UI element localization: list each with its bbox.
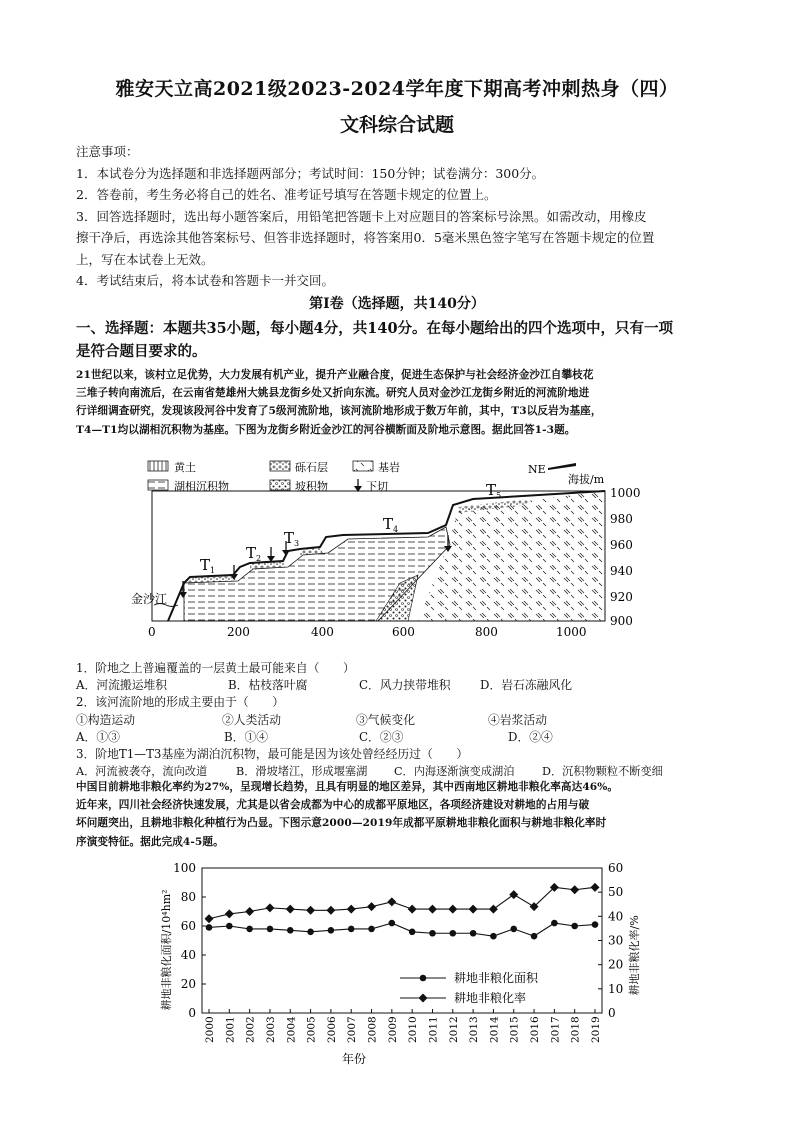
data-point [367, 902, 376, 911]
material-line: 行详细调查研究，发现该段河谷中发育了5级河流阶地，该河流阶地形成于数万年前，其中，T3以反岩为基座， [76, 405, 602, 418]
exam-subtitle: 文科综合试题 [339, 114, 454, 136]
farmland-non-grain-chart [150, 858, 650, 1068]
y-axis [610, 486, 641, 628]
x-tick-label: 2011 [427, 1016, 440, 1043]
x-tick-label: 800 [475, 625, 498, 639]
y-tick-label: 1000 [610, 486, 641, 500]
y-tick-label: 40 [180, 948, 196, 962]
data-point [509, 890, 518, 899]
x-tick-label: 2015 [508, 1016, 521, 1043]
data-point [265, 903, 274, 912]
down-cutting-arrow-icon [354, 479, 362, 492]
data-point [326, 906, 335, 915]
question-stem: 1．阶地之上普遍覆盖的一层黄土最可能来自（ ） [76, 661, 355, 675]
material-line: 序演变特征。据此完成4-5题。 [76, 835, 224, 848]
legend-marker [420, 975, 427, 982]
x-tick-label: 2012 [447, 1016, 460, 1043]
data-point [225, 909, 234, 918]
legend-marker [419, 994, 428, 1003]
x-tick-label: 2001 [224, 1016, 237, 1043]
x-tick-label: 2018 [569, 1016, 582, 1043]
material-line: 中国目前耕地非粮化率约为27%，呈现增长趋势，且具有明显的地区差异，其中西南地区耕地非粮化率高达46%。 [76, 781, 619, 793]
legend-gravel-label: 砾石层 [295, 461, 328, 474]
option[interactable]: A．河流被袭夺，流向改道 [76, 765, 208, 779]
legend-loess-label: 黄土 [174, 461, 196, 474]
legend-lake-label: 湖相沉积物 [174, 480, 229, 493]
notice-item: 上，写在本试卷上无效。 [76, 251, 214, 267]
x-tick-label: 2000 [204, 1016, 216, 1043]
material-2 [76, 778, 722, 851]
y2-tick-label: 40 [608, 909, 624, 924]
question-stem: 3．阶地T1—T3基座为湖泊沉积物，最可能是因为该处曾经经历过（ ） [76, 746, 469, 761]
y2-tick-label: 50 [608, 885, 624, 900]
series-line [209, 887, 595, 918]
figure-legend [148, 460, 400, 493]
material-1 [76, 366, 722, 439]
y-tick-label: 960 [610, 538, 633, 552]
question-options [76, 729, 736, 746]
x-tick-label: 0 [148, 625, 156, 639]
option[interactable]: D．岩石冻融风化 [480, 678, 573, 693]
exam-title: 雅安天立高2021级2023-2024学年度下期高考冲刺热身（四） [115, 78, 679, 100]
data-point [510, 926, 517, 933]
data-point [489, 905, 498, 914]
y2-axis-title: 耕地非粮化率/% [628, 915, 641, 996]
data-point [408, 905, 417, 914]
questions-1-3 [76, 660, 736, 780]
option[interactable]: D．沉积物颗粒不断变细 [542, 765, 663, 779]
data-point [429, 930, 436, 937]
data-point [307, 929, 314, 936]
terrace-label-t5: $T_5$ [486, 481, 502, 500]
chart-series [205, 883, 600, 940]
x-tick-label: 2008 [366, 1016, 379, 1043]
chart-frame [202, 868, 602, 1013]
data-point [368, 926, 375, 933]
item: ②人类活动 [222, 712, 281, 727]
data-point [206, 924, 213, 931]
data-point [347, 905, 356, 914]
material-line: 21世纪以来，该村立足优势，大力发展有机产业，提升产业融合度，促进生态保护与社会经济金沙江自攀枝花 [76, 369, 594, 381]
y-tick-label: 80 [180, 890, 196, 904]
x-axis-title: 年份 [342, 1052, 367, 1066]
x-tick-label: 400 [311, 625, 334, 639]
x-tick-label: 2007 [346, 1016, 359, 1043]
y-axis-title: 耕地非粮化面积/10⁴hm² [160, 889, 173, 1011]
x-tick-label: 2006 [325, 1016, 338, 1043]
x-tick-label: 2016 [529, 1016, 542, 1043]
data-point [226, 923, 233, 930]
legend-label: 耕地非粮化面积 [454, 971, 539, 985]
terrace-label-t4: $T_4$ [383, 515, 399, 534]
option[interactable]: C．②③ [359, 729, 404, 744]
data-point [287, 927, 294, 934]
chart-axes [159, 861, 641, 1066]
downcut-arrow-icon [267, 547, 275, 562]
legend-colluvium-label: 坡积物 [295, 480, 328, 493]
data-point [267, 926, 274, 933]
x-axis [148, 625, 587, 639]
data-point [592, 921, 599, 928]
data-point [551, 920, 558, 927]
x-tick-label: 2014 [488, 1016, 501, 1043]
option[interactable]: B．滑坡堵江，形成堰塞湖 [236, 765, 368, 779]
y-tick-label: 20 [180, 977, 196, 991]
notice-heading: 注意事项： [76, 144, 139, 159]
x-tick-label: 1000 [556, 625, 587, 639]
data-point [246, 926, 253, 933]
section-heading: 第Ⅰ卷（选择题，共140分） [309, 296, 485, 312]
y-tick-label: 900 [610, 614, 633, 628]
notice-item: 4．考试结束后，将本试卷和答题卡一并交回。 [76, 273, 334, 288]
data-point [409, 929, 416, 936]
notice-item: 3．回答选择题时，选出每小题答案后，用铅笔把答题卡上对应题目的答案标号涂黑。如需改动，用橡皮 [76, 208, 647, 224]
data-point [328, 927, 335, 934]
option[interactable]: C．内海逐渐演变成湖泊 [394, 765, 515, 779]
item: ③气候变化 [356, 712, 415, 727]
question-items [76, 712, 736, 729]
data-point [571, 923, 578, 930]
terrace-cross-section-figure [128, 455, 668, 645]
data-point [389, 920, 396, 927]
legend-downcut-label: 下切 [366, 480, 388, 493]
data-point [469, 905, 478, 914]
item: ①构造运动 [76, 712, 135, 727]
y2-tick-label: 20 [608, 957, 624, 972]
notice-item: 2．答卷前，考生务必将自己的姓名、准考证号填写在答题卡规定的位置上。 [76, 187, 497, 202]
x-tick-label: 2013 [468, 1016, 481, 1043]
plot-frame [202, 868, 602, 1013]
data-point [570, 885, 579, 894]
data-point [428, 905, 437, 914]
notice-item: 1．本试卷分为选择题和非选择题两部分；考试时间：150分钟；试卷满分：300分。 [76, 165, 545, 181]
x-tick-label: 2003 [264, 1016, 277, 1043]
data-point [531, 933, 538, 940]
terrace-label-t3: $T_3$ [284, 529, 300, 548]
legend-loess-swatch [148, 461, 168, 471]
y-tick-label: 0 [188, 1006, 196, 1020]
section-instruction [76, 317, 726, 363]
data-point [449, 930, 456, 937]
y2-tick-label: 30 [608, 933, 624, 948]
x-tick-label: 200 [227, 625, 250, 639]
y-tick-label: 940 [610, 564, 633, 578]
question-options [76, 677, 736, 694]
legend-lake-swatch [148, 480, 168, 490]
chart-legend [400, 970, 539, 1005]
x-tick-label: 2002 [244, 1016, 257, 1043]
y2-tick-label: 0 [608, 1006, 616, 1020]
y2-tick-label: 10 [608, 981, 624, 996]
legend-colluvium-swatch [270, 480, 290, 490]
y2-tick-label: 60 [608, 861, 624, 875]
option[interactable]: B．枯枝落叶腐 [228, 678, 308, 693]
x-tick-label: 2004 [285, 1016, 298, 1043]
y-tick-label: 60 [180, 919, 196, 933]
material-line: T4—T1均以湖相沉积物为基座。下图为龙街乡附近金沙江的河谷横断面及阶地示意图。据此回答1-3题。 [76, 423, 576, 436]
x-tick-label: 2017 [549, 1016, 562, 1043]
y-tick-label: 100 [173, 861, 196, 875]
direction-arrow-icon [548, 463, 576, 470]
option[interactable]: A．河流搬运堆积 [76, 678, 168, 693]
x-tick-label: 2005 [305, 1016, 318, 1043]
notice-block [76, 141, 722, 292]
data-point [448, 905, 457, 914]
x-tick-label: 2009 [386, 1016, 399, 1043]
option[interactable]: A．①③ [76, 729, 120, 744]
y-tick-label: 920 [610, 590, 633, 604]
x-tick-label: 2010 [407, 1016, 420, 1043]
data-point [490, 933, 497, 940]
direction-label: NE [528, 463, 546, 476]
bedrock-region [418, 491, 605, 621]
river-label: 金沙江 [131, 592, 168, 606]
legend-bedrock-label: 基岩 [378, 461, 400, 474]
data-point [470, 930, 477, 937]
question-stem: 2．该河流阶地的形成主要由于（ ） [76, 695, 285, 710]
instruction-line: 一、选择题：本题共35小题，每小题4分，共140分。在每小题给出的四个选项中，只有一项 [76, 320, 674, 337]
notice-item: 擦干净后，再选涂其他答案标号、但答非选择题时，将答案用0．5毫米黑色签字笔写在答题卡规定的位置 [76, 230, 655, 245]
option[interactable]: C．风力挟带堆积 [359, 678, 451, 693]
material-line: 近年来，四川社会经济快速发展，尤其是以省会成都为中心的成都平原地区，各项经济建设对耕地的占用与破 [76, 799, 590, 812]
data-point [205, 914, 214, 923]
legend-label: 耕地非粮化率 [454, 991, 527, 1005]
data-point [306, 906, 315, 915]
data-point [387, 897, 396, 906]
option[interactable]: B．①④ [224, 729, 269, 744]
x-tick-label: 2019 [590, 1016, 602, 1043]
x-tick-label: 600 [392, 625, 415, 639]
data-point [245, 907, 254, 916]
material-line: 坏问题突出，且耕地非粮化种植行为凸显。下图示意2000—2019年成都平原耕地非粮化面积与耕地非粮化率时 [76, 817, 607, 830]
legend-gravel-swatch [270, 461, 290, 471]
elevation-axis-label: 海拔/m [568, 473, 605, 486]
data-point [286, 905, 295, 914]
terrace-label-t1: $T_1$ [200, 556, 216, 575]
option[interactable]: D．②④ [508, 729, 553, 744]
data-point [591, 883, 600, 892]
instruction-line: 是符合题目要求的。 [76, 343, 207, 360]
material-line: 三堆子转向南流后，在云南省楚雄州大姚县龙街乡处又折向东流。研究人员对金沙江龙街乡附近的河流阶地进 [76, 387, 590, 400]
y-tick-label: 980 [610, 512, 633, 526]
terrace-label-t2: $T_2$ [246, 544, 262, 563]
item: ④岩浆活动 [488, 712, 547, 727]
legend-bedrock-swatch [353, 461, 373, 471]
data-point [348, 926, 355, 933]
